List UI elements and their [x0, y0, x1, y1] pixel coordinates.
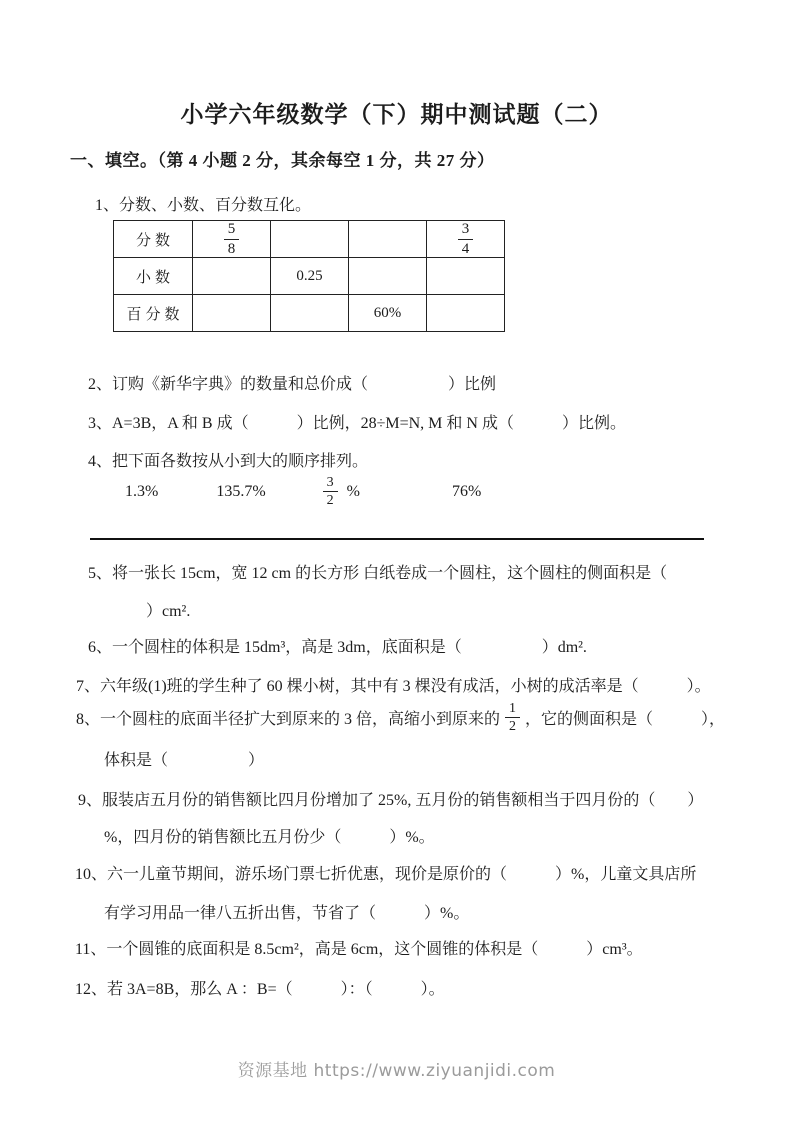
row-label-decimal: 小数: [114, 258, 193, 295]
section-heading: 一、填空。（第 4 小题 2 分，其余每空 1 分，共 27 分）: [70, 151, 495, 170]
cell-blank: [271, 295, 349, 332]
question-8-line1: [76, 701, 725, 735]
question-6: 6、一个圆柱的体积是 15dm³，高是 3dm，底面积是（ ）dm².: [88, 639, 587, 656]
value-2: 135.7%: [216, 482, 266, 500]
cell-blank: [427, 258, 505, 295]
value-1: 1.3%: [125, 482, 159, 500]
question-10-line1: 10、六一儿童节期间，游乐场门票七折优惠，现价是原价的（ ）%，儿童文具店所: [75, 866, 697, 883]
cell-blank: [193, 258, 271, 295]
cell-blank: [349, 221, 427, 258]
cell-blank: [193, 295, 271, 332]
question-2: 2、订购《新华字典》的数量和总价成（ ）比例: [88, 376, 497, 393]
cell-fraction-5-8: [193, 221, 271, 258]
cell-blank: [349, 258, 427, 295]
table-row-percent: [114, 295, 505, 332]
fraction-3-4: $\frac{3}{4}$: [458, 221, 474, 257]
question-9-line1: 9、服装店五月份的销售额比四月份增加了 25%, 五月份的销售额相当于四月份的（ ）: [78, 792, 704, 809]
fraction-3-2: $\frac{3}{2}$: [323, 475, 338, 509]
conversion-table: [113, 220, 505, 332]
page-title: 小学六年级数学（下）期中测试题（二）: [180, 102, 613, 127]
cell-percent: 60%: [349, 295, 427, 332]
cell-decimal: 0.25: [271, 258, 349, 295]
divider-line: [90, 538, 704, 540]
question-7: 7、六年级(1)班的学生种了 60 棵小树，其中有 3 棵没有成活，小树的成活率是（ ）。: [76, 678, 711, 695]
cell-fraction-3-4: [427, 221, 505, 258]
question-4: 4、把下面各数按从小到大的顺序排列。: [88, 453, 369, 470]
cell-blank: [427, 295, 505, 332]
footer-watermark: 资源基地 https://www.ziyuanjidi.com: [237, 1061, 556, 1081]
fraction-1-2: $\frac{1}{2}$: [505, 701, 520, 735]
question-5-line2: ）cm².: [146, 603, 191, 620]
question-12: 12、若 3A=8B，那么 A ：B=（ ）：（ ）。: [75, 981, 445, 998]
question-9-line2: %，四月份的销售额比五月份少（ ）%。: [104, 829, 435, 846]
value-4: 76%: [451, 482, 482, 500]
table-row-decimal: [114, 258, 505, 295]
question-8-post: ，它的侧面积是（ ），: [525, 711, 726, 729]
cell-blank: [271, 221, 349, 258]
question-10-line2: 有学习用品一律八五折出售，节省了（ ）%。: [104, 905, 470, 922]
question-5-line1: 5、将一张长 15cm，宽 12 cm 的长方形 白纸卷成一个圆柱，这个圆柱的侧面积是（: [88, 565, 668, 582]
question-4-values: [125, 475, 481, 509]
table-row-fraction: [114, 221, 505, 258]
question-8-pre: 8、一个圆柱的底面半径扩大到原来的 3 倍，高缩小到原来的: [76, 711, 501, 729]
fraction-5-8: $\frac{5}{8}$: [224, 221, 240, 257]
question-3: 3、A=3B，A 和 B 成（ ）比例，28÷M=N, M 和 N 成（ ）比例。: [88, 415, 626, 432]
question-11: 11、一个圆锥的底面积是 8.5cm²，高是 6cm，这个圆锥的体积是（ ）cm³。: [75, 941, 643, 958]
row-label-percent: 百分数: [114, 295, 193, 332]
fraction-percent-suffix: %: [346, 482, 360, 500]
row-label-fraction: 分数: [114, 221, 193, 258]
question-1: 1、分数、小数、百分数互化。: [95, 197, 312, 214]
question-8-line2: 体积是（ ）: [104, 752, 265, 769]
